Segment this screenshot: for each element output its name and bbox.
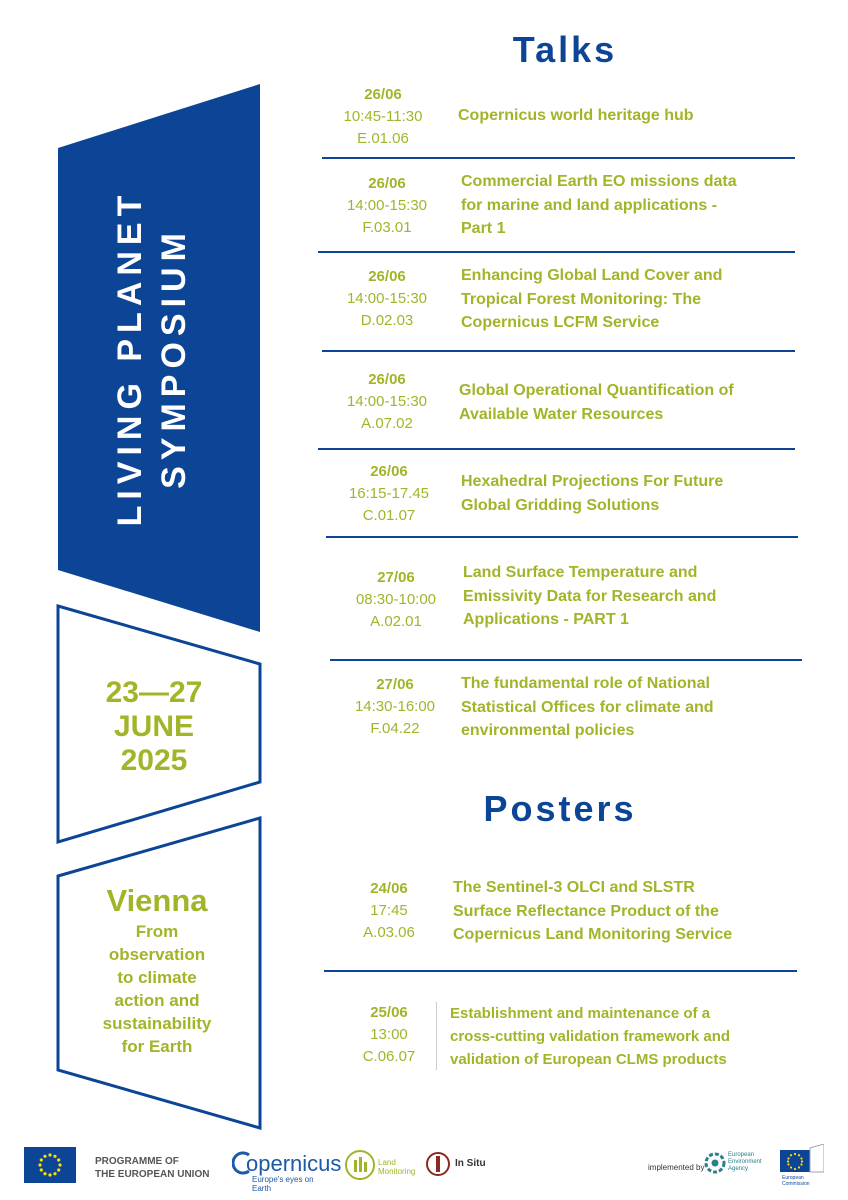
tagline-line-1: From xyxy=(135,922,179,941)
talk-meta xyxy=(331,567,461,633)
posters-heading: Posters xyxy=(483,788,637,829)
insitu-logo xyxy=(425,1150,495,1180)
event-name-line-1: LIVING PLANET xyxy=(111,189,149,527)
land-line: Monitoring xyxy=(378,1167,416,1176)
talk-title-line: Global Operational Quantification of xyxy=(459,382,734,399)
eea-label xyxy=(728,1152,762,1173)
ec-logo xyxy=(770,1142,830,1188)
talk-title-line: Enhancing Global Land Cover and xyxy=(461,267,723,284)
event-location xyxy=(62,882,252,1058)
tagline-line-3: to climate xyxy=(117,968,197,987)
ec-line: Commission xyxy=(782,1181,810,1187)
divider xyxy=(326,536,798,538)
poster-time: 13:00 xyxy=(370,1026,408,1043)
talk-room: F.03.01 xyxy=(362,219,412,236)
poster-title-line: validation of European CLMS products xyxy=(450,1051,727,1068)
talk-time: 14:00-15:30 xyxy=(346,290,428,307)
talk-title-line: for marine and land applications - xyxy=(461,196,718,214)
talk-title-line: Available Water Resources xyxy=(459,405,664,423)
event-dates xyxy=(54,676,254,778)
talk-title-line: The fundamental role of National xyxy=(461,675,710,692)
copernicus-logo xyxy=(232,1148,342,1193)
event-name-line-2: SYMPOSIUM xyxy=(155,227,193,489)
poster-title-line: Establishment and maintenance of a xyxy=(450,1005,711,1022)
divider xyxy=(322,350,795,352)
talk-room: A.07.02 xyxy=(361,415,413,432)
land-line: Land xyxy=(378,1158,396,1167)
talk-date: 27/06 xyxy=(376,676,414,693)
talk-title-line: Copernicus LCFM Service xyxy=(461,314,660,331)
talk-date: 26/06 xyxy=(364,86,402,103)
talk-title xyxy=(458,104,694,128)
talk-date: 26/06 xyxy=(368,371,406,388)
talk-title-line: environmental policies xyxy=(461,722,635,739)
poster-room: C.06.07 xyxy=(362,1048,416,1065)
talk-title-line: Land Surface Temperature and xyxy=(463,564,698,581)
talk-title-line: Tropical Forest Monitoring: The xyxy=(461,290,701,308)
poster-title-line: Surface Reflectance Product of the xyxy=(453,902,719,920)
talk-date: 26/06 xyxy=(368,175,406,192)
insitu-icon xyxy=(425,1150,451,1178)
tagline-line-4: action and xyxy=(114,991,200,1010)
talk-date: 26/06 xyxy=(368,268,406,285)
talk-title xyxy=(459,379,734,426)
talk-title-line: Commercial Earth EO missions data xyxy=(461,173,737,190)
eu-flag-icon xyxy=(24,1147,76,1183)
event-dates-line-3: 2025 xyxy=(120,744,188,777)
talk-room: C.01.07 xyxy=(362,507,416,524)
land-monitoring-label xyxy=(378,1158,415,1176)
divider xyxy=(330,659,802,661)
poster-time: 17:45 xyxy=(370,902,408,919)
eea-line: Agency xyxy=(728,1166,749,1172)
talk-date: 27/06 xyxy=(377,569,415,586)
poster-title-line: cross-cutting validation framework and xyxy=(450,1028,731,1045)
event-name xyxy=(108,128,196,588)
poster-date: 24/06 xyxy=(370,880,408,897)
talk-title xyxy=(463,561,716,632)
eea-logo xyxy=(704,1150,764,1180)
talk-room: F.04.22 xyxy=(370,720,420,737)
talk-title-line: Statistical Offices for climate and xyxy=(461,698,714,716)
talk-time: 08:30-10:00 xyxy=(355,591,437,608)
talk-title-line: Emissivity Data for Research and xyxy=(463,587,717,605)
talks-heading: Talks xyxy=(512,29,618,70)
poster-title-line: Copernicus Land Monitoring Service xyxy=(453,926,733,943)
talk-title xyxy=(461,170,737,241)
programme-line: THE EUROPEAN UNION xyxy=(95,1169,210,1180)
tagline-line-5: sustainability xyxy=(102,1014,212,1033)
eea-icon xyxy=(704,1152,726,1174)
talk-time: 14:30-16:00 xyxy=(354,698,436,715)
talk-meta xyxy=(330,674,460,740)
talk-title-line: Hexahedral Projections For Future xyxy=(461,473,724,490)
divider xyxy=(324,970,797,972)
poster-title xyxy=(453,876,732,947)
talk-time: 14:00-15:30 xyxy=(346,197,428,214)
talk-meta xyxy=(318,84,448,150)
talk-meta xyxy=(322,369,452,435)
talk-time: 14:00-15:30 xyxy=(346,393,428,410)
talk-title-line: Copernicus world heritage hub xyxy=(458,107,694,124)
implemented-by-label: implemented by xyxy=(648,1163,705,1172)
copernicus-tagline: Europe's eyes on Earth xyxy=(252,1175,314,1193)
programme-label xyxy=(95,1155,209,1181)
poster-rule xyxy=(436,1002,437,1070)
talk-title xyxy=(461,264,722,335)
land-monitoring-logo xyxy=(345,1150,425,1184)
divider xyxy=(318,251,795,253)
poster-date: 25/06 xyxy=(370,1004,408,1021)
divider xyxy=(318,448,795,450)
poster-room: A.03.06 xyxy=(363,924,415,941)
talk-title xyxy=(461,672,714,743)
event-dates-line-1: 23—27 xyxy=(105,676,203,709)
ec-building-icon xyxy=(780,1144,824,1174)
insitu-label: In Situ xyxy=(455,1158,486,1169)
talk-title-line: Global Gridding Solutions xyxy=(461,496,660,514)
talk-room: A.02.01 xyxy=(370,613,422,630)
poster-title xyxy=(450,1002,730,1071)
talk-meta xyxy=(322,266,452,332)
poster-meta xyxy=(324,878,454,944)
talk-date: 26/06 xyxy=(370,463,408,480)
talk-title-line: Applications - PART 1 xyxy=(463,611,629,628)
talk-room: E.01.06 xyxy=(357,130,409,147)
talk-meta xyxy=(324,461,454,527)
talk-meta xyxy=(322,173,452,239)
event-tagline xyxy=(62,920,252,1058)
event-city: Vienna xyxy=(106,883,208,918)
land-monitoring-icon xyxy=(345,1150,375,1180)
copernicus-wordmark: opernicus xyxy=(246,1151,342,1176)
talk-title xyxy=(461,470,723,517)
talk-time: 10:45-11:30 xyxy=(343,108,423,125)
divider xyxy=(322,157,795,159)
eea-line: European xyxy=(728,1152,755,1158)
tagline-line-6: for Earth xyxy=(121,1037,193,1056)
eea-line: Environment xyxy=(728,1159,762,1165)
ec-label xyxy=(782,1175,810,1187)
event-dates-line-2: JUNE xyxy=(113,710,195,743)
tagline-line-2: observation xyxy=(108,945,206,964)
talk-time: 16:15-17.45 xyxy=(348,485,430,502)
talk-title-line: Part 1 xyxy=(461,220,506,237)
poster-meta xyxy=(324,1002,454,1068)
programme-line: PROGRAMME OF xyxy=(95,1156,179,1167)
ec-line: European xyxy=(782,1175,804,1181)
talk-room: D.02.03 xyxy=(360,312,414,329)
poster-title-line: The Sentinel-3 OLCI and SLSTR xyxy=(453,879,695,896)
